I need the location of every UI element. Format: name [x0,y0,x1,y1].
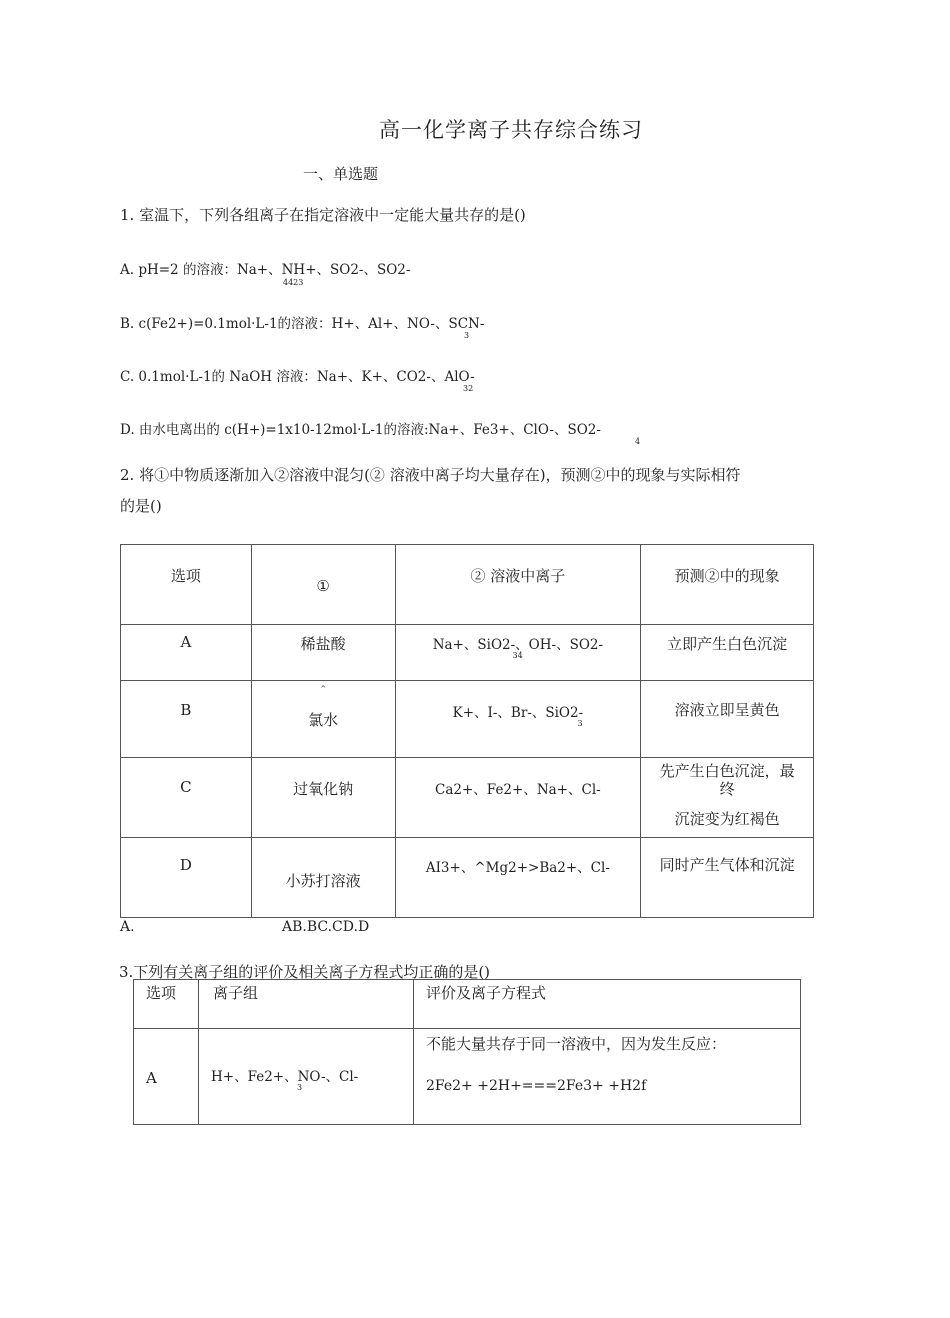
q3-row-a-ions [199,1029,414,1125]
row-c-effect-line2: 终 [719,780,735,798]
question-3-table [133,979,801,1125]
q1-option-a: A. pH=2 的溶液：Na+、NH+、SO2-、SO2- [120,262,411,278]
header-ions: ② 溶液中离子 [395,545,641,625]
row-b-effect: 溶液立即呈黄色 [641,681,814,758]
question-2-table [120,544,814,918]
header-reagent: ① [251,545,395,625]
q3-row-a-ions-subscript: 3 [297,1083,303,1092]
row-b-ions-subscript: 3 [577,719,583,728]
q2-answer-choices: AB.BC.CD.D [282,919,370,935]
row-a-option: A [121,625,252,681]
row-b-reagent-cell [251,681,395,758]
table-row [134,1029,801,1125]
table-header-row [121,545,814,625]
row-a-reagent: 稀盐酸 [251,625,395,681]
row-c-ions [395,758,641,838]
row-b-mark: ^ [320,685,327,693]
q3-row-a-eval-line2: 2Fe2+ +2H+===2Fe3+ +H2f [426,1078,647,1094]
row-a-ions-text: Na+、SiO2-、OH-、SO2- [432,637,604,653]
question-3-stem: 3.下列有关离子组的评价及相关离子方程式均正确的是() [119,963,491,981]
row-b-ions [395,681,641,758]
question-2-stem: 2. 将①中物质逐渐加入②溶液中混匀(② 溶液中离子均大量存在)，预测②中的现象与实际相符 [120,466,741,484]
question-2-stem-cont: 的是() [120,497,162,515]
row-b-reagent: 氯水 [308,711,339,729]
q3-row-a-eval-line1: 不能大量共存于同一溶液中，因为发生反应： [426,1035,727,1053]
row-c-reagent: 过氧化钠 [251,758,395,838]
q1-option-d-subscript: 4 [635,437,641,446]
table-row [121,681,814,758]
header-option: 选项 [121,545,252,625]
q1-option-b: B. c(Fe2+)=0.1mol·L-1的溶液：H+、Al+、NO-、SCN- [120,316,485,332]
row-a-ions-subscript: 34 [512,651,523,660]
row-d-ions-text: AI3+、^Mg2+>Ba2+、Cl- [425,860,610,876]
table-header-row [134,980,801,1029]
row-d-option: D [121,838,252,918]
q3-header-ions: 离子组 [199,980,414,1029]
header-effect: 预测②中的现象 [641,545,814,625]
row-a-ions [395,625,641,681]
q1-option-c-subscript: 32 [463,384,474,393]
q3-row-a-ions-text: H+、Fe2+、NO-、Cl- [211,1069,359,1085]
q3-row-a-option: A [134,1029,199,1125]
table-row [121,758,814,838]
table-row [121,625,814,681]
q1-option-d: D. 由水电离出的 c(H+)=1x10-12mol·L-1的溶液:Na+、Fe3+、ClO-、SO2- [120,422,601,438]
row-c-effect [641,758,814,838]
q1-option-a-subscript: 4423 [283,278,304,287]
row-c-ions-text: Ca2+、Fe2+、Na+、Cl- [435,782,601,798]
row-c-option: C [121,758,252,838]
page-title: 高一化学离子共存综合练习 [379,118,643,142]
q3-row-a-eval [414,1029,801,1125]
row-b-ions-text: K+、I-、Br-、SiO2- [452,705,584,721]
q1-option-b-subscript: 3 [464,331,470,340]
section-heading: 一、单选题 [303,165,379,183]
row-d-reagent: 小苏打溶液 [251,838,395,918]
row-c-effect-line1: 先产生白色沉淀，最 [659,762,795,780]
q3-header-eval: 评价及离子方程式 [414,980,801,1029]
table-row [121,838,814,918]
q1-option-c: C. 0.1mol·L-1的 NaOH 溶液：Na+、K+、CO2-、AlO- [120,369,475,385]
row-c-effect-line3: 沉淀变为红褐色 [674,810,780,828]
q3-header-option: 选项 [134,980,199,1029]
q2-answer-a: A. [120,919,135,935]
row-d-effect: 同时产生气体和沉淀 [641,838,814,918]
row-b-option: B [121,681,252,758]
row-d-ions [395,838,641,918]
question-1-stem: 1. 室温下，下列各组离子在指定溶液中一定能大量共存的是() [120,206,526,224]
row-a-effect: 立即产生白色沉淀 [641,625,814,681]
